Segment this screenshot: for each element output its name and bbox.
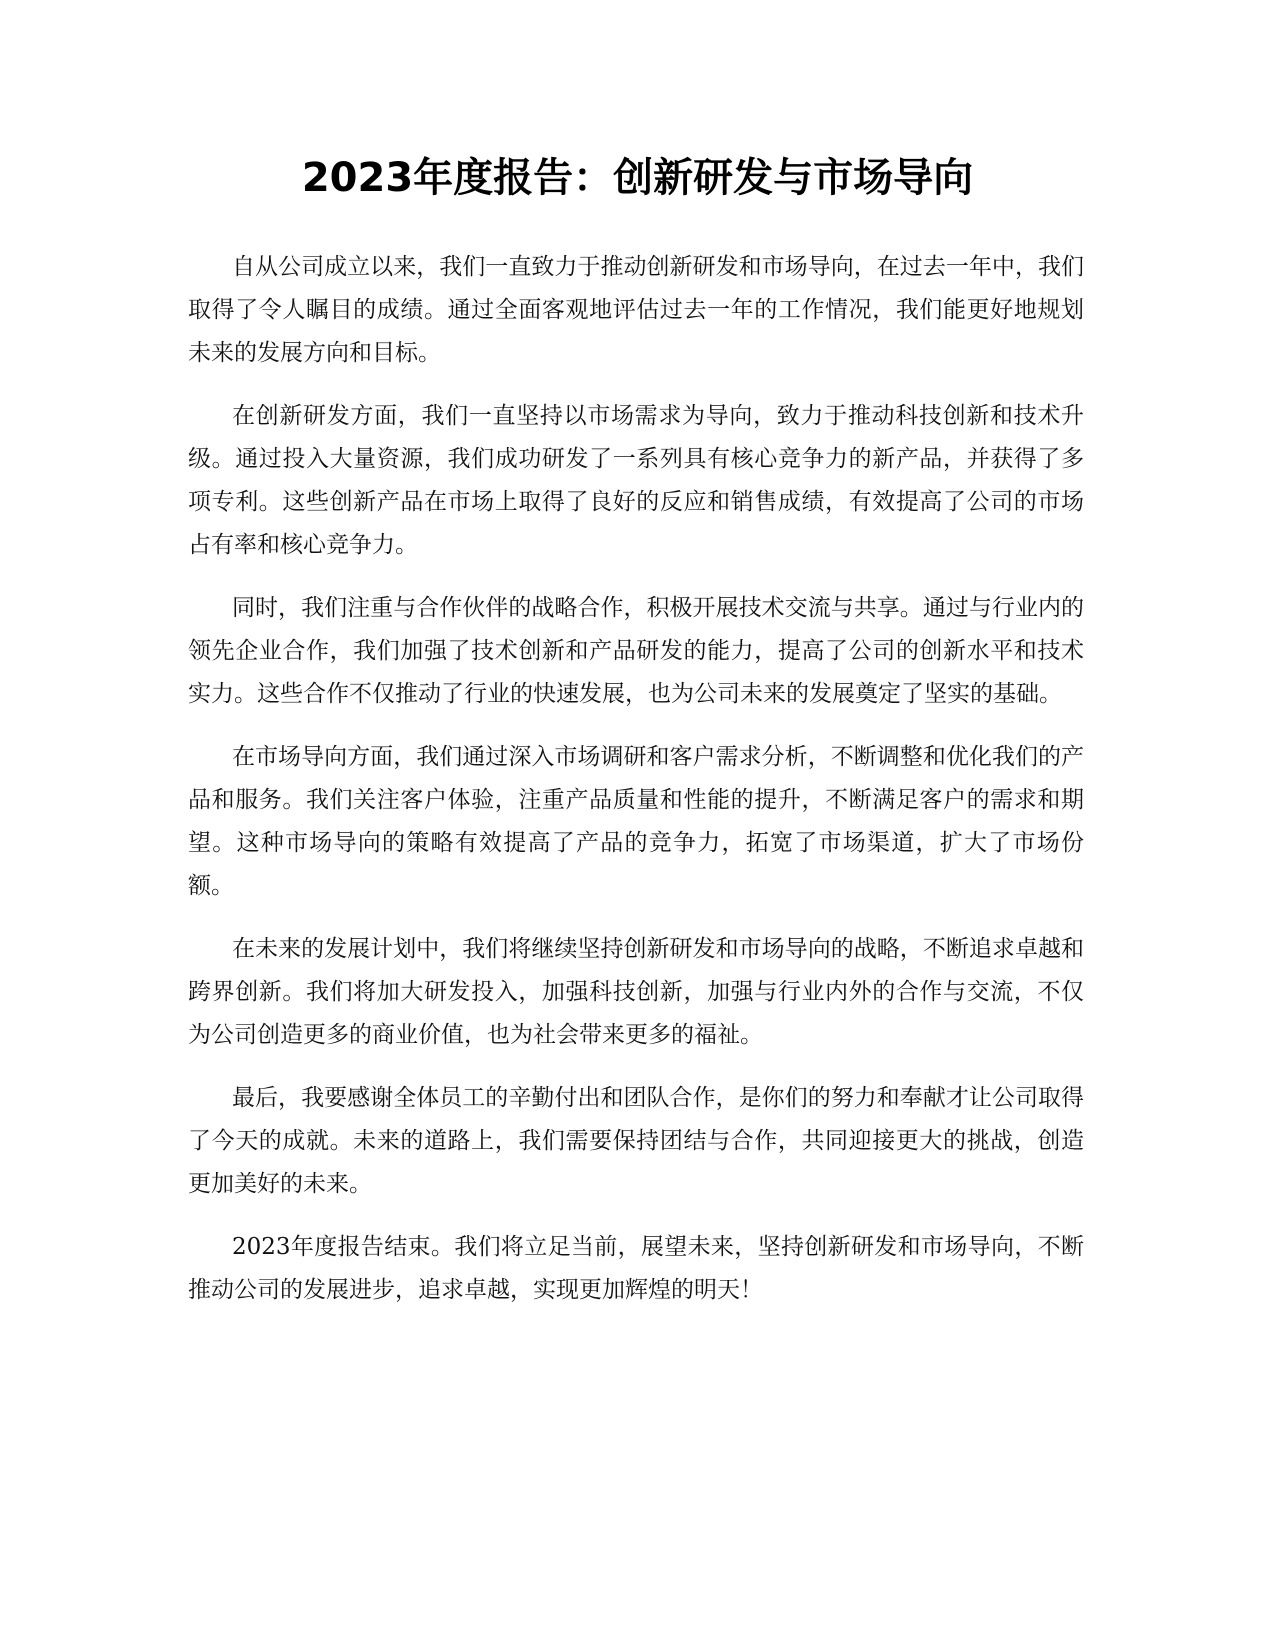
paragraph-conclusion: 2023年度报告结束。我们将立足当前，展望未来，坚持创新研发和市场导向，不断推动公司的发展进步，追求卓越，实现更加辉煌的明天！ bbox=[188, 1234, 1084, 1303]
paragraph-thanks: 最后，我要感谢全体员工的辛勤付出和团队合作，是你们的努力和奉献才让公司取得了今天的成就。未来的道路上，我们需要保持团结与合作，共同迎接更大的挑战，创造更加美好的未来。 bbox=[188, 1085, 1084, 1197]
paragraph-market: 在市场导向方面，我们通过深入市场调研和客户需求分析，不断调整和优化我们的产品和服务。我们关注客户体验，注重产品质量和性能的提升，不断满足客户的需求和期望。这种市场导向的策略有效提高了产品的竞争力，拓宽了市场渠道，扩大了市场份额。 bbox=[188, 744, 1084, 899]
paragraph-partnership: 同时，我们注重与合作伙伴的战略合作，积极开展技术交流与共享。通过与行业内的领先企业合作，我们加强了技术创新和产品研发的能力，提高了公司的创新水平和技术实力。这些合作不仅推动了行业的快速发展，也为公司未来的发展奠定了坚实的基础。 bbox=[188, 595, 1084, 707]
document-body bbox=[188, 246, 1084, 1332]
paragraph-innovation: 在创新研发方面，我们一直坚持以市场需求为导向，致力于推动科技创新和技术升级。通过投入大量资源，我们成功研发了一系列具有核心竞争力的新产品，并获得了多项专利。这些创新产品在市场上取得了良好的反应和销售成绩，有效提高了公司的市场占有率和核心竞争力。 bbox=[188, 403, 1084, 558]
document-title: 2023年度报告：创新研发与市场导向 bbox=[301, 155, 974, 201]
paragraph-intro: 自从公司成立以来，我们一直致力于推动创新研发和市场导向，在过去一年中，我们取得了令人瞩目的成绩。通过全面客观地评估过去一年的工作情况，我们能更好地规划未来的发展方向和目标。 bbox=[188, 254, 1084, 366]
paragraph-future-plan: 在未来的发展计划中，我们将继续坚持创新研发和市场导向的战略，不断追求卓越和跨界创新。我们将加大研发投入，加强科技创新，加强与行业内外的合作与交流，不仅为公司创造更多的商业价值，也为社会带来更多的福祉。 bbox=[188, 936, 1084, 1048]
